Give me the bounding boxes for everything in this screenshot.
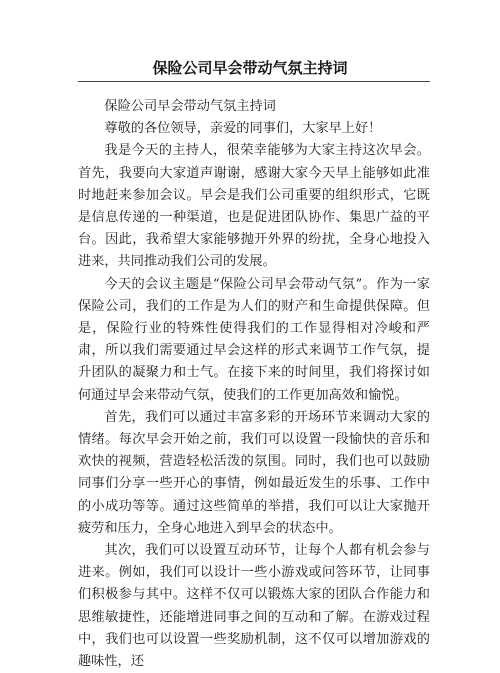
paragraph: 其次，我们可以设置互动环节，让每个人都有机会参与进来。例如，我们可以设计一些小游戏或问答环节，让同事们积极参与其中。这样不仅可以锻炼大家的团队合作能力和思维敏捷性，还能增进同事之间的互动和了解。在游戏过程中，我们也可以设置一些奖励机制，这不仅可以增加游戏的趣味性，还 <box>78 543 430 670</box>
paragraph: 今天的会议主题是“保险公司早会带动气氛”。作为一家保险公司，我们的工作是为人们的财产和生命提供保障。但是，保险行业的特殊性使得我们的工作显得相对冷峻和严肃，所以我们需要通过早会这样的形式来调节工作气氛，提升团队的凝聚力和士气。在接下来的时间里，我们将探讨如何通过早会来带动气氛，使我们的工作更加高效和愉悦。 <box>78 276 430 403</box>
paragraph: 尊敬的各位领导，亲爱的同事们，大家早上好！ <box>104 121 382 137</box>
paragraph: 首先，我们可以通过丰富多彩的开场环节来调动大家的情绪。每次早会开始之前，我们可以设置一段愉快的音乐和欢快的视频，营造轻松活泼的氛围。同时，我们也可以鼓励同事们分享一些开心的事情，例如最近发生的乐事、工作中的小成功等等。通过这些简单的举措，我们可以让大家抛开疲劳和压力，全身心地进入到早会的状态中。 <box>78 409 430 536</box>
paragraph: 我是今天的主持人，很荣幸能够为大家主持这次早会。首先，我要向大家道声谢谢，感谢大家今天早上能够如此准时地赶来参加会议。早会是我们公司重要的组织形式，它既是信息传递的一种渠道，也是促进团队协作、集思广益的平台。因此，我希望大家能够抛开外界的纷扰，全身心地投入进来，共同推动我们公司的发展。 <box>78 143 430 270</box>
document-title: 保险公司早会带动气氛主持词 <box>152 59 348 77</box>
document-body <box>78 96 430 673</box>
title-divider <box>78 81 430 82</box>
paragraph: 保险公司早会带动气氛主持词 <box>104 99 276 114</box>
